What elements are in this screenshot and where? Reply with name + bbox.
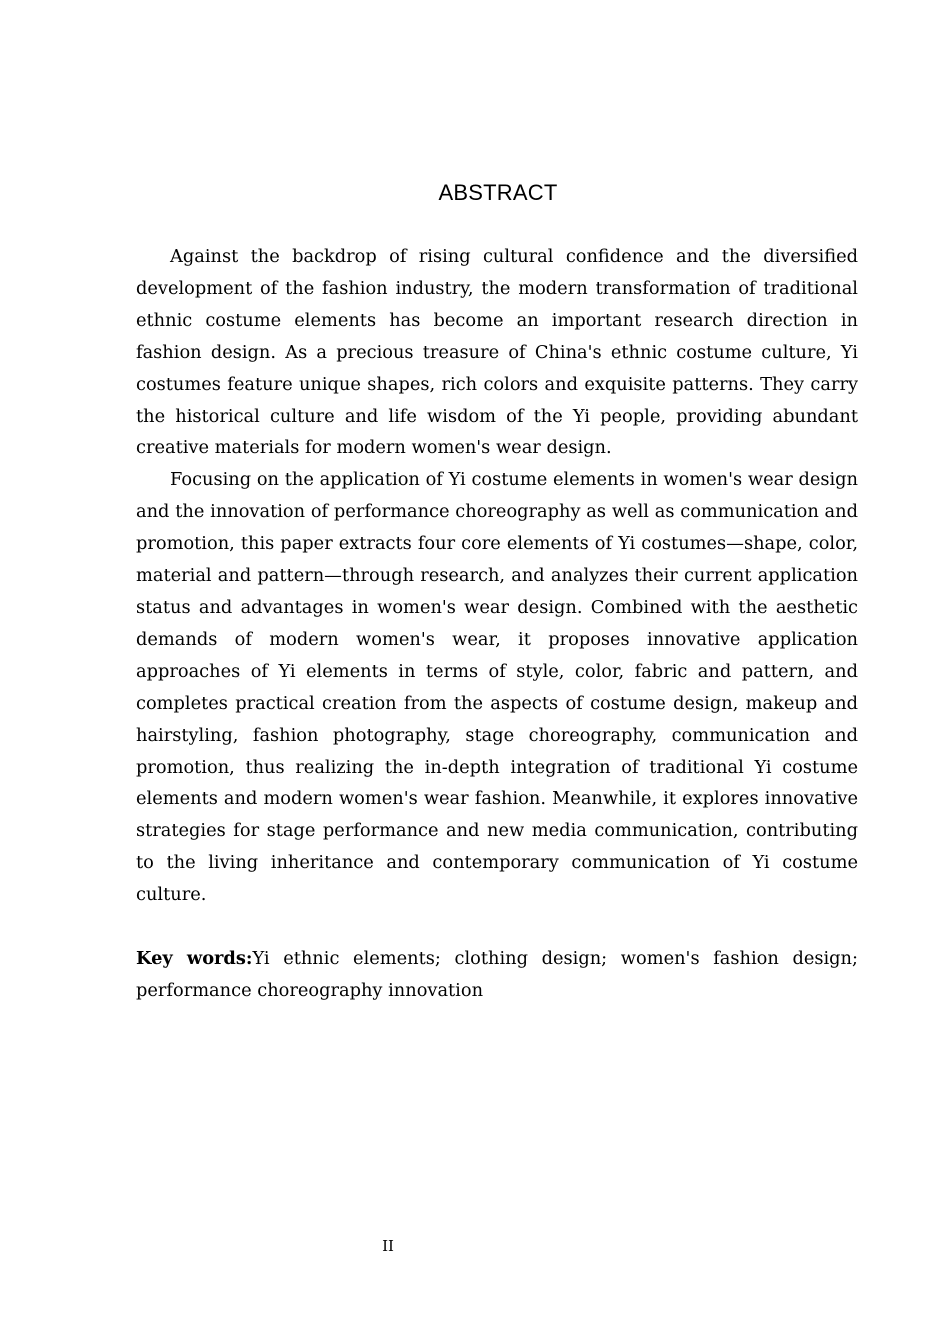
abstract-paragraph-2: Focusing on the application of Yi costume elements in women's wear design and the innovation of performance choreography as well as communication and promotion, this paper extracts four core elements of Yi costumes—shape, color, material and pattern—through research, and analyzes their current application status and advantages in women's wear design. Combined with the aesthetic demands of modern women's wear, it proposes innovative application approaches of Yi elements in terms of style, color, fabric and pattern, and completes practical creation from the aspects of costume design, makeup and hairstyling, fashion photography, stage choreography, communication and promotion, thus realizing the in-depth integration of traditional Yi costume elements and modern women's wear fashion. Meanwhile, it explores innovative strategies for stage performance and new media communication, contributing to the living inheritance and contemporary communication of Yi costume culture. xyxy=(136,469,858,906)
abstract-paragraph-1: Against the backdrop of rising cultural confidence and the diversified development of the fashion industry, the modern transformation of traditional ethnic costume elements has become an important research direction in fashion design. As a precious treasure of China's ethnic costume culture, Yi costumes feature unique shapes, rich colors and exquisite patterns. They carry the historical culture and life wisdom of the Yi people, providing abundant creative materials for modern women's wear design. xyxy=(136,246,858,459)
keywords-text: Yi ethnic elements; clothing design; women's fashion design; performance choreography innovation xyxy=(136,948,858,1001)
abstract-body xyxy=(136,241,858,911)
page-number: II xyxy=(382,1237,394,1255)
keywords-label: Key words: xyxy=(136,948,253,969)
abstract-title: ABSTRACT xyxy=(438,180,558,205)
keywords-line xyxy=(136,943,858,1007)
